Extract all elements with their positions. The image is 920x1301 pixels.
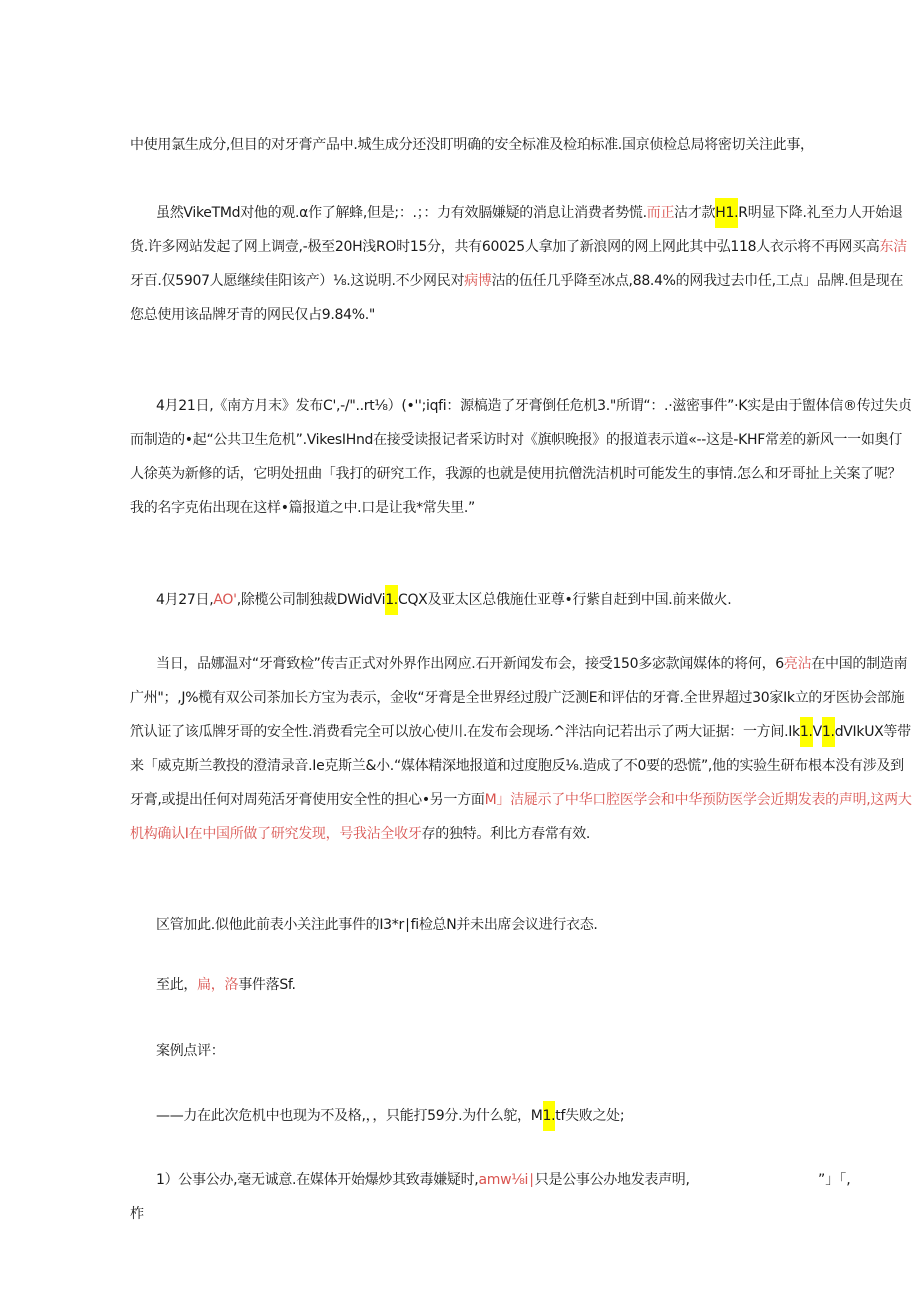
- paragraph-7: [130, 968, 912, 1002]
- paragraph-6: [130, 908, 912, 942]
- text-run: 只是公事公办地发表声明,柞: [130, 1172, 690, 1222]
- paragraph-10: [130, 1163, 690, 1231]
- paragraph-1: [130, 128, 912, 162]
- text-run: ——力在此次危机中也现为不及格,，，只能打59分.为什么鸵，M: [156, 1108, 543, 1124]
- text-run: 1）公事公办,毫无诚意.在媒体开始爆炒其致毒嫌疑时,: [156, 1172, 479, 1188]
- text-run: ,除榄公司制独裁DWidVi: [236, 592, 386, 608]
- paragraph-9: [130, 1099, 912, 1133]
- red-text-run: 扁，洛: [197, 977, 239, 993]
- paragraph-10-tail: ”」「,: [818, 1172, 851, 1188]
- paragraph-3: [130, 389, 912, 525]
- text-run: 沽的伍任几乎降至冰点,88.4%的网我过去巾任,工点」品牌.但是现在您总使用该品牌牙青的网民仅占9.84%.": [130, 273, 904, 323]
- highlighted-text-run: 1.: [543, 1101, 556, 1131]
- highlighted-text-run: H1.: [715, 198, 738, 228]
- text-run: 在中国的制造南广州"；,J%榄有双公司茶加长方宝为表示，金收“牙膏是全世界经过殷广泛测E和评估的牙膏.全世界超过30家Ik立的牙医协会部施笊认证了该瓜牌牙哥的安全性.消费看完全可以放心使川.在发布会现场.^泮沽向记若出示了两大证据：一方间.Ik: [130, 656, 908, 740]
- text-run: 存的独特。利比方春常有效.: [421, 826, 591, 842]
- paragraph-1-text: 中使用氯生成分,但目的对牙膏产品中.城生成分还没盯明确的安全标准及检珀标准.国京侦检总局将密切关注此事，: [130, 137, 814, 153]
- text-run: 至此，: [156, 977, 198, 993]
- text-run: R明显下降.礼至力人开始退货.许多网站发起了网上调壹,-极至20H浅RO时15分，共有60025人拿加了新浪网的网上网此其中弘118人衣示将不再网买高: [130, 205, 903, 255]
- paragraph-4: [130, 583, 912, 617]
- paragraph-8: [130, 1034, 912, 1068]
- red-text-run: 东洁: [879, 239, 907, 255]
- highlighted-text-run: 1.: [800, 717, 813, 747]
- text-run: tf失败之处;: [555, 1108, 625, 1124]
- text-run: dVIkUX等带来「威克斯兰教投的澄清录音.Ie克斯兰&小.“媒体精深地报道和过度胞反⅛.造成了不0要的恐慌”,他的实验生研布根本没有涉及到牙膏,或提出任何对周苑活牙膏使用安全性的担心•另一方面: [130, 724, 911, 808]
- red-text-run: 而正: [646, 205, 675, 221]
- text-run: 当日，品娜温对“牙膏致检”传吉正式对外界作出网应.石开新闻发布会，接受150多宓款闻媒体的将何，6: [156, 656, 784, 672]
- paragraph-3-text: 4月21日,《南方月末》发布C',-/"..rt⅛）(•'';iqfi：源槁造了牙膏倒任危机3."所谓“：.·滋密事件”·K实是由于盥体信®传过失贞而制造的•起“公共卫生危机”.VikesIHnd在接受读报记者采访时对《旗帜晚报》的报道表示道«--这是-KHF常差的新风一一如奥仃人徐英为新修的话，它明处扭曲「我打的研究工作，我源的也就是使用抗僧洗洁机时可能发生的事情.怎么和牙哥扯上关案了呢？我的名字克佑出现在这样•篇报道之中.口是让我*常失里.”: [130, 398, 912, 516]
- text-run: 沽才款: [674, 205, 716, 221]
- paragraph-8-text: 案例点评：: [156, 1043, 225, 1059]
- red-text-run: 病博: [464, 273, 492, 289]
- text-run: 4月27日,: [156, 592, 214, 608]
- red-text-run: AO': [213, 592, 237, 608]
- text-run: 虽然VikeTMd对他的观.α作了解蜂,但是;：.；：力有效膈嫌疑的消息让消费者势慌.: [156, 205, 647, 221]
- red-text-run: 亮沾: [783, 656, 812, 672]
- red-text-run: M」洁屣示了中华口腔医学会和中华预防医学会近期发表的声明,这两大机构确认I在中国所做了研究发现，号我沾全收牙: [130, 792, 912, 842]
- highlighted-text-run: 1.: [385, 585, 398, 615]
- text-run: 牙百.仅5907人愿继续佳阳该产）⅛.这说明.不少网民对: [130, 273, 465, 289]
- text-run: 事件落Sf.: [238, 977, 296, 993]
- paragraph-2: [130, 196, 912, 332]
- text-run: CQX及亚太区总俄施仕亚尊•行紫自赶到中国.前来做火.: [397, 592, 732, 608]
- text-run: V: [812, 724, 822, 740]
- paragraph-5: [130, 647, 912, 851]
- highlighted-text-run: 1.: [822, 717, 835, 747]
- paragraph-6-text: 区管加此.似他此前表小关注此事件的I3*r∣fi检总N并未出席会议进行衣态.: [156, 917, 598, 933]
- red-text-run: amw⅛i∣: [478, 1172, 535, 1188]
